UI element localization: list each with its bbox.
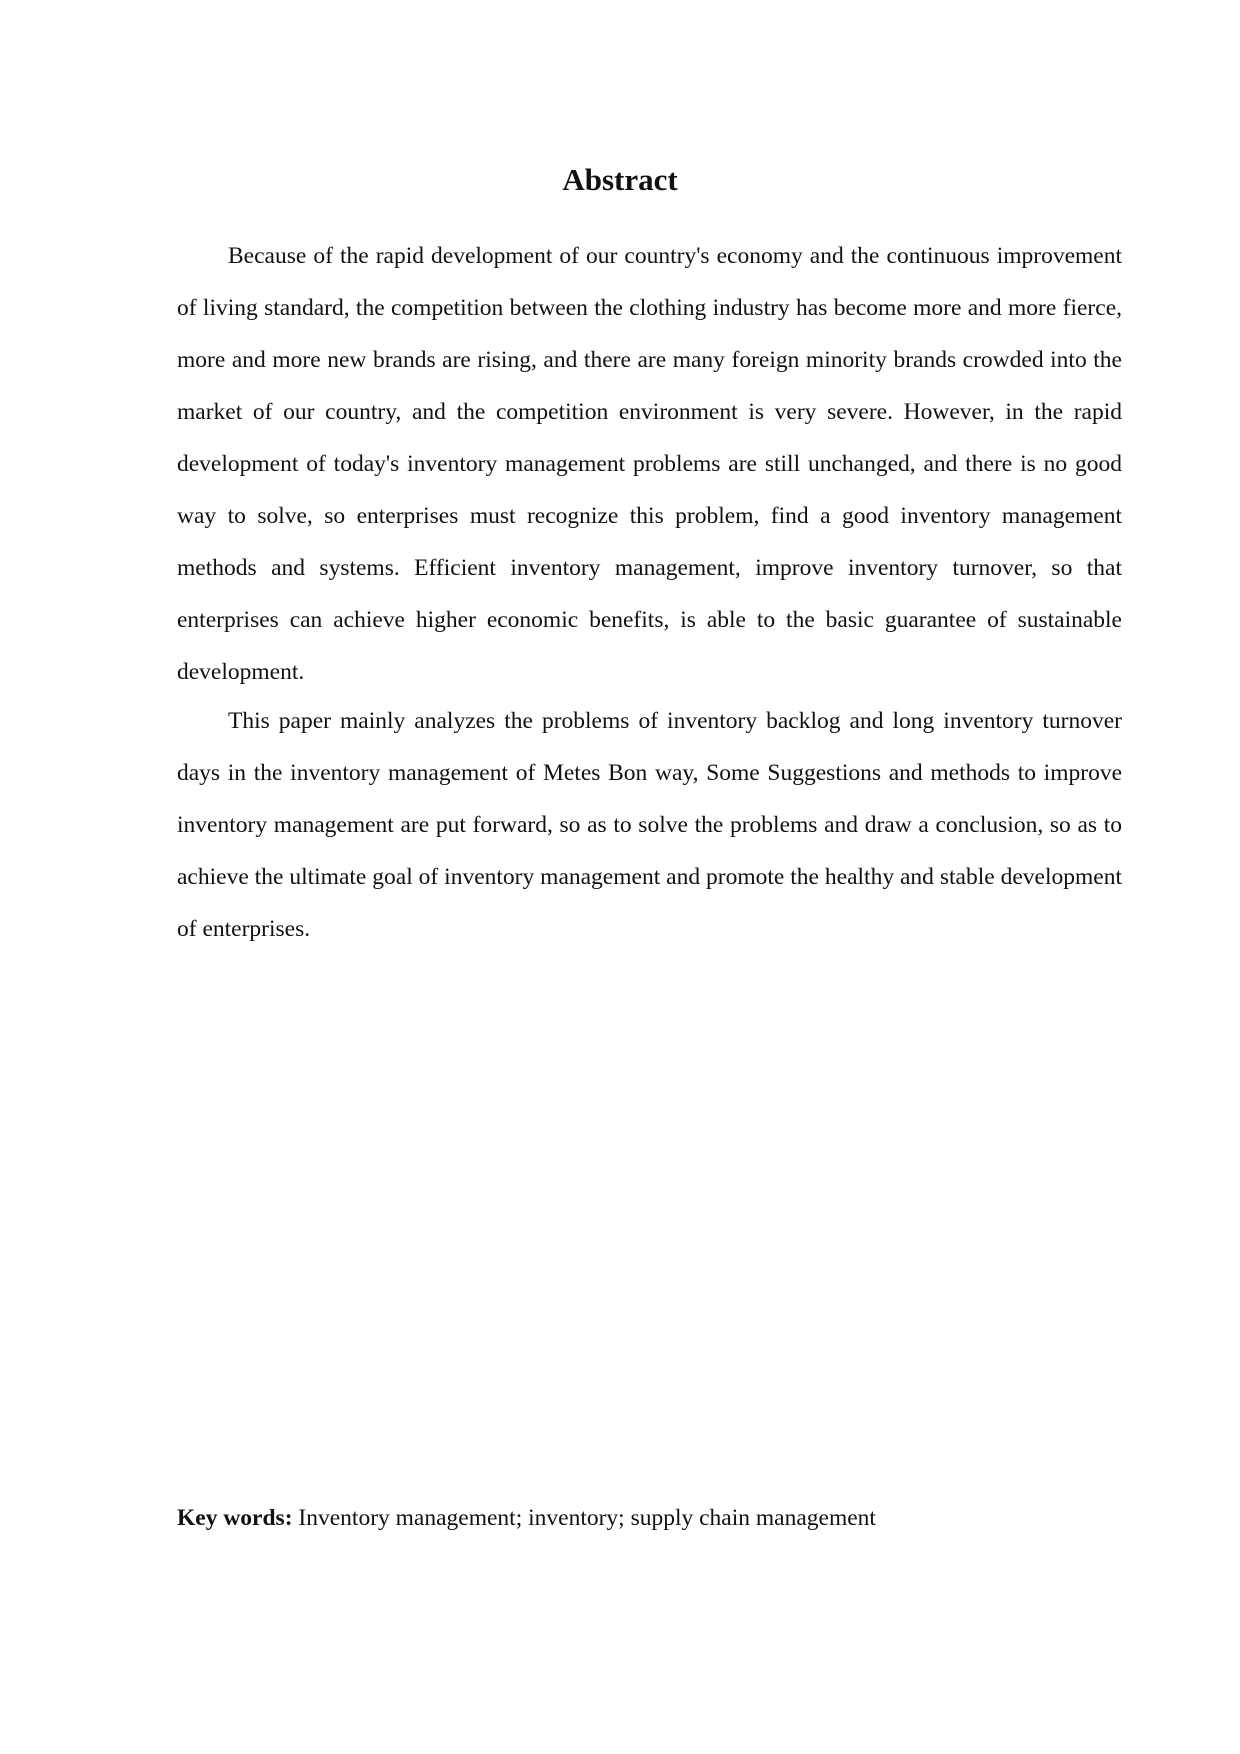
abstract-body: [177, 230, 1122, 955]
keywords-text: Inventory management; inventory; supply chain management: [298, 1505, 876, 1531]
keywords-line: [177, 1498, 1122, 1538]
abstract-paragraph-1: Because of the rapid development of our country's economy and the continuous improvement of living standard, the competition between the clothing industry has become more and more fierce, more and more new brands are rising, and there are many foreign minority brands crowded into the market of our country, and the competition environment is very severe. However, in the rapid development of today's inventory management problems are still unchanged, and there is no good way to solve, so enterprises must recognize this problem, find a good inventory management methods and systems. Efficient inventory management, improve inventory turnover, so that enterprises can achieve higher economic benefits, is able to the basic guarantee of sustainable development.: [177, 243, 1122, 685]
keywords-label: Key words:: [177, 1505, 293, 1531]
abstract-title: Abstract: [562, 162, 678, 197]
abstract-paragraph-2: This paper mainly analyzes the problems of inventory backlog and long inventory turnover days in the inventory management of Metes Bon way, Some Suggestions and methods to improve inventory management are put forward, so as to solve the problems and draw a conclusion, so as to achieve the ultimate goal of inventory management and promote the healthy and stable development of enterprises.: [177, 708, 1122, 942]
